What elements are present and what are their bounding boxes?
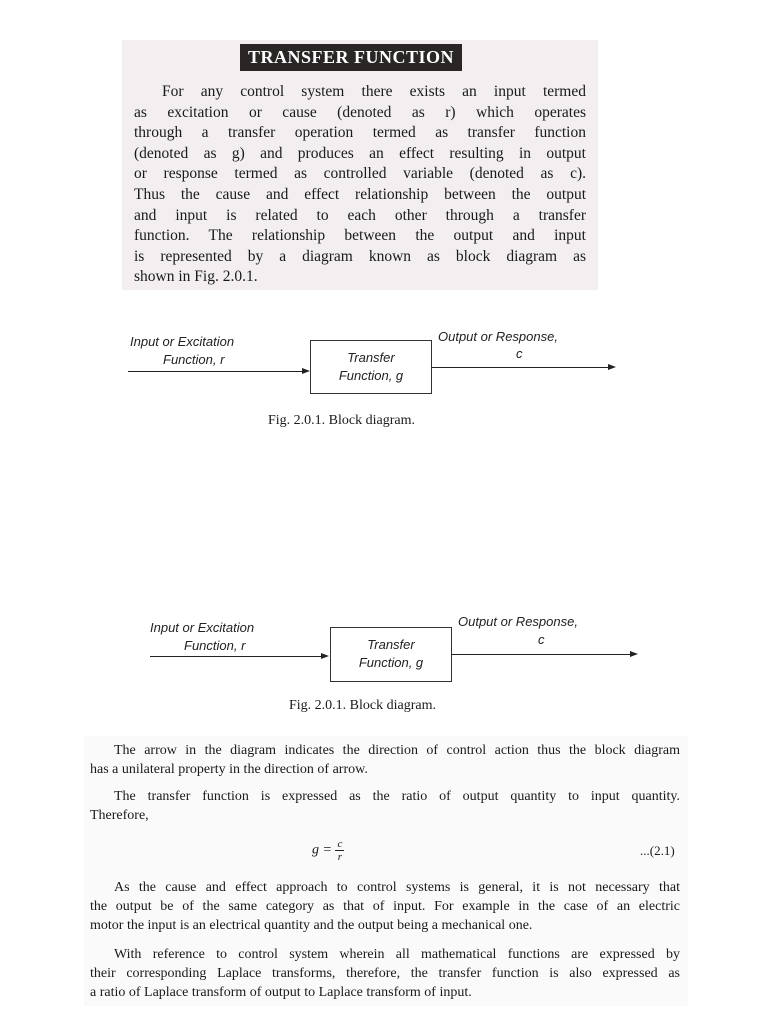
output-label-line1: Output or Response, bbox=[438, 329, 558, 344]
body-line: The arrow in the diagram indicates the direction of control action thus the block diagram bbox=[114, 743, 680, 758]
figure-caption-1: Fig. 2.0.1. Block diagram. bbox=[268, 413, 415, 428]
body-line: their corresponding Laplace transforms, therefore, the transfer function is also expressed as bbox=[90, 966, 680, 981]
block-label-line2: Function, g bbox=[358, 655, 424, 670]
section-title: TRANSFER FUNCTION bbox=[240, 44, 462, 71]
body-line: the output be of the same category as that of input. For example in the case of an electric bbox=[90, 899, 680, 914]
figure-caption-2: Fig. 2.0.1. Block diagram. bbox=[289, 698, 436, 713]
output-label-line2: c bbox=[538, 632, 545, 647]
block-label-line1: Transfer bbox=[367, 637, 415, 652]
input-label-line2: Function, r bbox=[163, 352, 225, 367]
input-arrowhead bbox=[321, 653, 329, 659]
input-label-line1: Input or Excitation bbox=[150, 620, 255, 635]
paragraph-laplace bbox=[90, 945, 680, 1002]
intro-line: and input is related to each other through a transfer bbox=[134, 206, 586, 224]
body-line: As the cause and effect approach to control systems is general, it is not necessary that bbox=[114, 880, 680, 895]
block-label-line1: Transfer bbox=[347, 350, 395, 365]
intro-line: through a transfer operation termed as transfer function bbox=[134, 124, 586, 142]
intro-line: Thus the cause and effect relationship between the output bbox=[134, 185, 586, 203]
intro-line: For any control system there exists an input termed bbox=[162, 83, 586, 100]
body-line: With reference to control system wherein all mathematical functions are expressed by bbox=[114, 947, 680, 962]
input-label-line1: Input or Excitation bbox=[130, 334, 235, 349]
output-label-line2: c bbox=[516, 346, 523, 361]
equation-denominator: r bbox=[337, 851, 343, 863]
output-arrowhead bbox=[630, 651, 638, 657]
equation-fraction bbox=[335, 838, 344, 863]
equation bbox=[312, 838, 344, 863]
intro-line: as excitation or cause (denoted as r) which operates bbox=[134, 103, 586, 121]
intro-line: (denoted as g) and produces an effect resulting in output bbox=[134, 144, 586, 162]
body-line: motor the input is an electrical quantity and the output being a mechanical one. bbox=[90, 918, 533, 933]
equation-number: ...(2.1) bbox=[640, 843, 675, 858]
output-label-line1: Output or Response, bbox=[458, 614, 578, 629]
input-line bbox=[150, 656, 322, 657]
intro-line: function. The relationship between the output and input bbox=[134, 227, 586, 245]
output-line bbox=[451, 654, 631, 655]
body-line: The transfer function is expressed as the ratio of output quantity to input quantity. bbox=[114, 789, 680, 804]
body-line: a ratio of Laplace transform of output to Laplace transform of input. bbox=[90, 985, 472, 1000]
intro-line: is represented by a diagram known as block diagram as bbox=[134, 247, 586, 265]
paragraph-arrow bbox=[90, 741, 680, 779]
transfer-function-block bbox=[330, 627, 452, 682]
equation-lhs: g = bbox=[312, 842, 332, 858]
paragraph-ratio bbox=[90, 787, 680, 825]
body-line: has a unilateral property in the direction of arrow. bbox=[90, 762, 368, 777]
block-label-line2: Function, g bbox=[338, 368, 404, 383]
body-line: Therefore, bbox=[90, 808, 149, 823]
paragraph-cause-effect bbox=[90, 878, 680, 935]
intro-line: or response termed as controlled variable (denoted as c). bbox=[134, 165, 586, 183]
input-label-line2: Function, r bbox=[184, 638, 246, 653]
equation-numerator: c bbox=[337, 838, 343, 850]
intro-line: shown in Fig. 2.0.1. bbox=[134, 268, 258, 286]
